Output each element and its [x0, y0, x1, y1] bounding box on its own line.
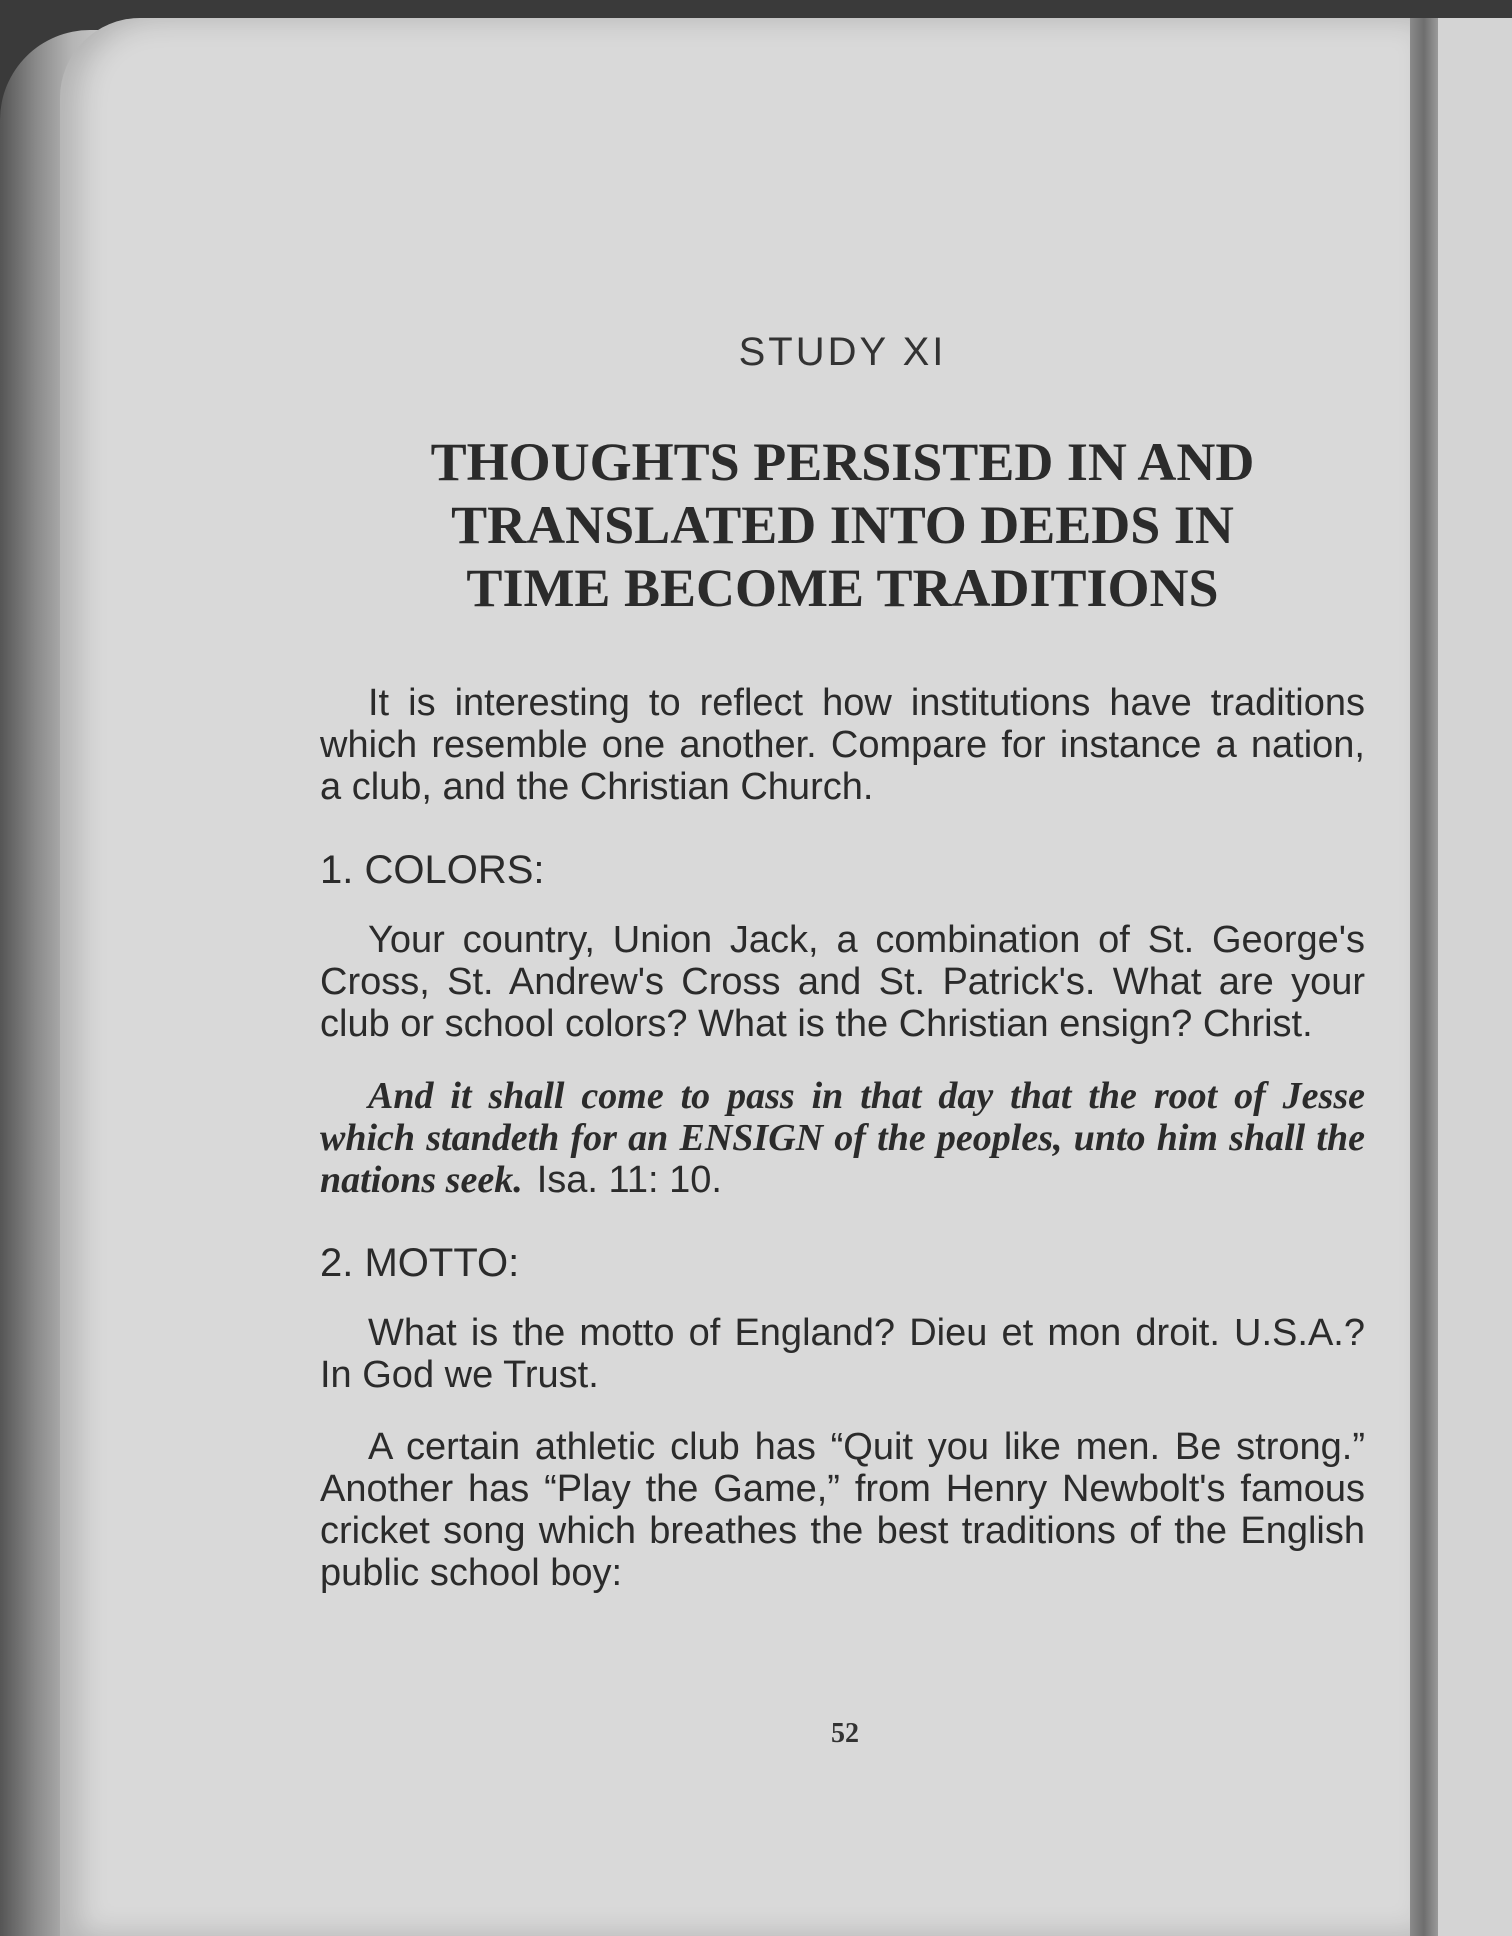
chapter-title	[320, 431, 1365, 620]
chapter-title-line-1: THOUGHTS PERSISTED IN AND	[430, 432, 1255, 492]
scripture-quote	[320, 1075, 1365, 1201]
section-heading-motto: 2. MOTTO:	[320, 1241, 520, 1285]
intro-paragraph: It is interesting to reflect how institutions have traditions which resemble one another. Compare for instance a nation, a club, and the Christian Church.	[320, 682, 1365, 808]
chapter-title-line-2: TRANSLATED INTO DEEDS IN	[451, 495, 1234, 555]
section-heading-colors: 1. COLORS:	[320, 848, 545, 892]
study-label: STUDY XI	[738, 330, 947, 374]
scripture-quote-text: And it shall come to pass in that day that the root of Jesse which standeth for an ENSIGN of the peoples, unto him shall the nations seek.	[320, 1075, 1365, 1201]
facing-page-edge	[1438, 18, 1512, 1936]
scripture-reference: Isa. 11: 10.	[536, 1159, 722, 1201]
page-content	[320, 330, 1365, 1624]
colors-paragraph: Your country, Union Jack, a combination of St. George's Cross, St. Andrew's Cross and St. Patrick's. What are your club or school colors? What is the Christian ensign? Christ.	[320, 919, 1365, 1045]
athletic-club-paragraph: A certain athletic club has “Quit you like men. Be strong.” Another has “Play the Game,” from Henry Newbolt's famous cricket song which breathes the best traditions of the English public school boy:	[320, 1426, 1365, 1594]
motto-paragraph: What is the motto of England? Dieu et mon droit. U.S.A.? In God we Trust.	[320, 1312, 1365, 1396]
page-number: 52	[831, 1718, 859, 1749]
chapter-title-line-3: TIME BECOME TRADITIONS	[466, 558, 1219, 618]
book-gutter	[1410, 18, 1438, 1936]
